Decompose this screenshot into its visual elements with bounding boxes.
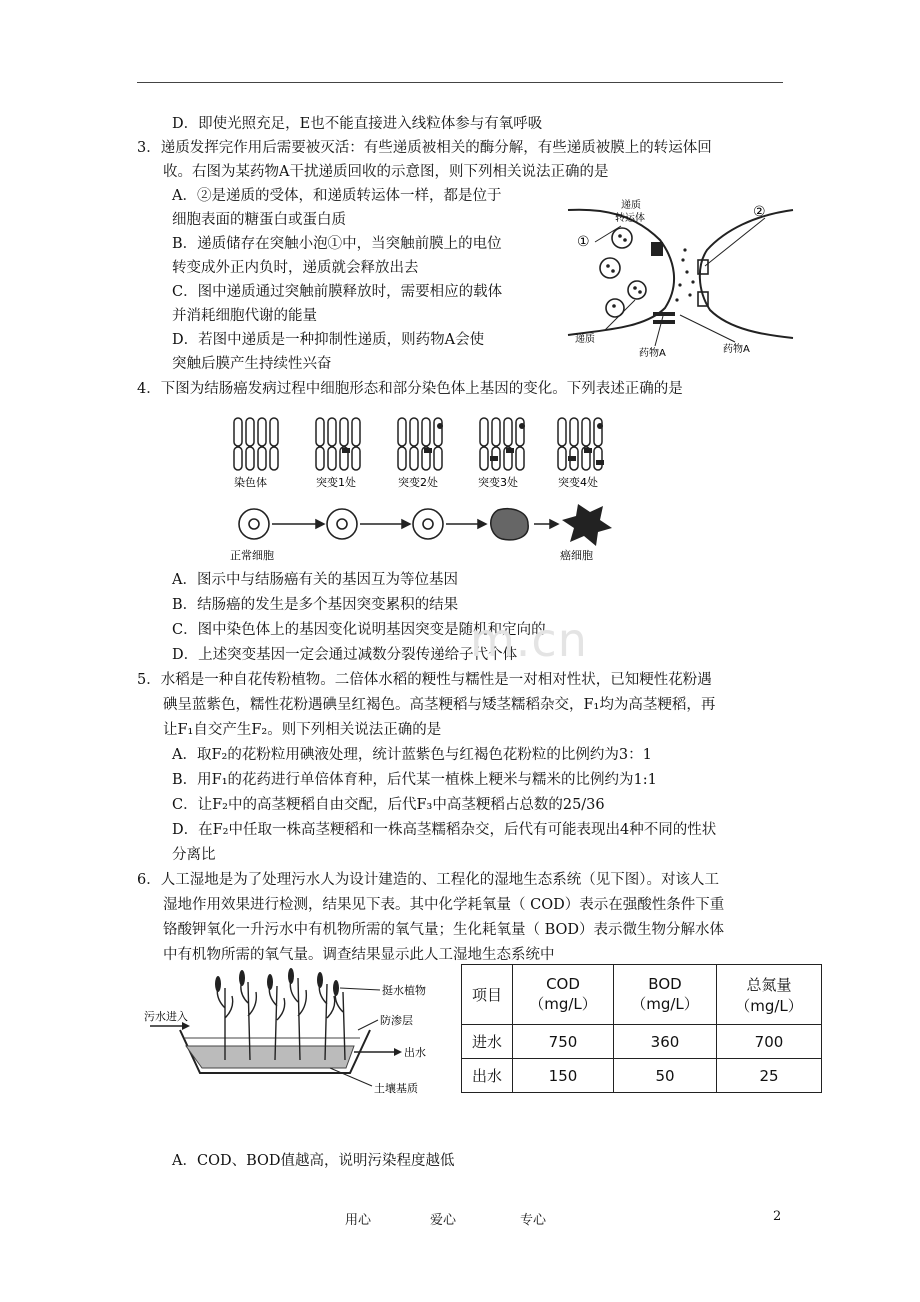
q3-option-b: B．递质储存在突触小泡①中，当突触前膜上的电位 bbox=[172, 236, 502, 252]
wetland-diagram bbox=[140, 968, 440, 1103]
cell-n-in: 700 bbox=[717, 1025, 822, 1059]
table-row bbox=[462, 1025, 822, 1059]
q5-stem-cont1: 碘呈蓝紫色，糯性花粉遇碘呈红褐色。高茎粳稻与矮茎糯稻杂交，F₁均为高茎粳稻，再 bbox=[163, 697, 716, 713]
q4-option-d: D．上述突变基因一定会通过减数分裂传递给子代个体 bbox=[172, 647, 518, 663]
label-soil: 土壤基质 bbox=[374, 1082, 418, 1095]
watermark: m.cn bbox=[470, 613, 588, 667]
header-cod: COD （mg/L） bbox=[513, 965, 614, 1025]
label-chromosome: 染色体 bbox=[234, 476, 267, 489]
q3-option-d-cont: 突触后膜产生持续性兴奋 bbox=[172, 356, 332, 372]
label-barrier: 防渗层 bbox=[380, 1014, 413, 1027]
q6-stem: 6．人工湿地是为了处理污水人为设计建造的、工程化的湿地生态系统（见下图）。对该人工 bbox=[137, 872, 719, 888]
cell-bod-out: 50 bbox=[614, 1059, 717, 1093]
q4-option-b: B．结肠癌的发生是多个基因突变累积的结果 bbox=[172, 597, 459, 613]
label-mutation-4: 突变4处 bbox=[558, 476, 598, 489]
label-mutation-2: 突变2处 bbox=[398, 476, 438, 489]
q6-stem-cont1: 湿地作用效果进行检测，结果见下表。其中化学耗氧量（ COD）表示在强酸性条件下重 bbox=[163, 897, 725, 913]
q5-stem: 5．水稻是一种自花传粉植物。二倍体水稻的粳性与糯性是一对相对性状，已知粳性花粉遇 bbox=[137, 672, 712, 688]
header-item: 项目 bbox=[462, 965, 513, 1025]
q3-option-a: A．②是递质的受体，和递质转运体一样，都是位于 bbox=[172, 188, 502, 204]
q3-option-b-cont: 转变成外正内负时，递质就会释放出去 bbox=[172, 260, 419, 276]
q5-option-c: C．让F₂中的高茎粳稻自由交配，后代F₃中高茎粳稻占总数的25/36 bbox=[172, 797, 605, 813]
row-label-inflow: 进水 bbox=[462, 1025, 513, 1059]
label-normal-cell: 正常细胞 bbox=[230, 549, 274, 562]
q3-option-d: D．若图中递质是一种抑制性递质，则药物A会使 bbox=[172, 332, 485, 348]
header-rule bbox=[137, 82, 783, 83]
q5-option-d: D．在F₂中任取一株高茎粳稻和一株高茎糯稻杂交，后代有可能表现出4种不同的性状 bbox=[172, 822, 717, 838]
label-receptor-2: ② bbox=[753, 204, 766, 220]
synapse-diagram bbox=[565, 190, 795, 360]
label-drug-a-1: 药物A bbox=[639, 348, 666, 359]
q3-stem-cont: 收。右图为某药物A干扰递质回收的示意图，则下列相关说法正确的是 bbox=[163, 164, 609, 180]
q3-option-c-cont: 并消耗细胞代谢的能量 bbox=[172, 308, 317, 324]
wetland-result-table bbox=[461, 964, 822, 1093]
footer-text-2: 爱心 bbox=[430, 1213, 457, 1228]
q5-stem-cont2: 让F₁自交产生F₂。则下列相关说法正确的是 bbox=[163, 722, 442, 738]
label-transporter-2: 转运体 bbox=[615, 213, 645, 224]
footer-text-1: 用心 bbox=[345, 1213, 372, 1228]
q4-option-a: A．图示中与结肠癌有关的基因互为等位基因 bbox=[172, 572, 458, 588]
q5-option-a: A．取F₂的花粉粒用碘液处理，统计蓝紫色与红褐色花粉粒的比例约为3：1 bbox=[172, 747, 652, 763]
label-neurotransmitter: 递质 bbox=[575, 334, 595, 345]
header-total-n: 总氮量 （mg/L） bbox=[717, 965, 822, 1025]
label-cancer-cell: 癌细胞 bbox=[560, 549, 593, 562]
label-inflow: 污水进入 bbox=[144, 1010, 188, 1023]
q4-stem: 4．下图为结肠癌发病过程中细胞形态和部分染色体上基因的变化。下列表述正确的是 bbox=[137, 381, 683, 397]
label-drug-a-2: 药物A bbox=[723, 344, 750, 355]
cell-cod-out: 150 bbox=[513, 1059, 614, 1093]
footer-text-3: 专心 bbox=[520, 1213, 547, 1228]
table-row bbox=[462, 1059, 822, 1093]
label-mutation-3: 突变3处 bbox=[478, 476, 518, 489]
cell-n-out: 25 bbox=[717, 1059, 822, 1093]
q6-stem-cont2: 铬酸钾氧化一升污水中有机物所需的氧气量；生化耗氧量（ BOD）表示微生物分解水体 bbox=[163, 922, 725, 938]
q3-option-c: C．图中递质通过突触前膜释放时，需要相应的载体 bbox=[172, 284, 503, 300]
label-mutation-1: 突变1处 bbox=[316, 476, 356, 489]
q3-option-a-cont: 细胞表面的糖蛋白或蛋白质 bbox=[172, 212, 346, 228]
label-emergent-plant: 挺水植物 bbox=[382, 984, 426, 997]
q3-stem: 3．递质发挥完作用后需要被灭活：有些递质被相关的酶分解，有些递质被膜上的转运体回 bbox=[137, 140, 712, 156]
label-outflow: 出水 bbox=[404, 1046, 426, 1059]
q4-option-c: C．图中染色体上的基因变化说明基因突变是随机和定向的 bbox=[172, 622, 546, 638]
cell-cod-in: 750 bbox=[513, 1025, 614, 1059]
label-vesicle-1: ① bbox=[577, 234, 590, 250]
cancer-progression-diagram bbox=[228, 412, 628, 567]
row-label-outflow: 出水 bbox=[462, 1059, 513, 1093]
q6-option-a: A．COD、BOD值越高，说明污染程度越低 bbox=[172, 1153, 455, 1169]
label-transporter-1: 递质 bbox=[621, 200, 641, 211]
q5-option-d-cont: 分离比 bbox=[172, 847, 216, 863]
cell-bod-in: 360 bbox=[614, 1025, 717, 1059]
q6-stem-cont3: 中有机物所需的氧气量。调查结果显示此人工湿地生态系统中 bbox=[163, 947, 555, 963]
table-header-row bbox=[462, 965, 822, 1025]
q2-option-d: D．即使光照充足，E也不能直接进入线粒体参与有氧呼吸 bbox=[172, 116, 543, 132]
page-number: 2 bbox=[773, 1209, 782, 1224]
q5-option-b: B．用F₁的花药进行单倍体育种，后代某一植株上粳米与糯米的比例约为1:1 bbox=[172, 772, 657, 788]
header-bod: BOD （mg/L） bbox=[614, 965, 717, 1025]
